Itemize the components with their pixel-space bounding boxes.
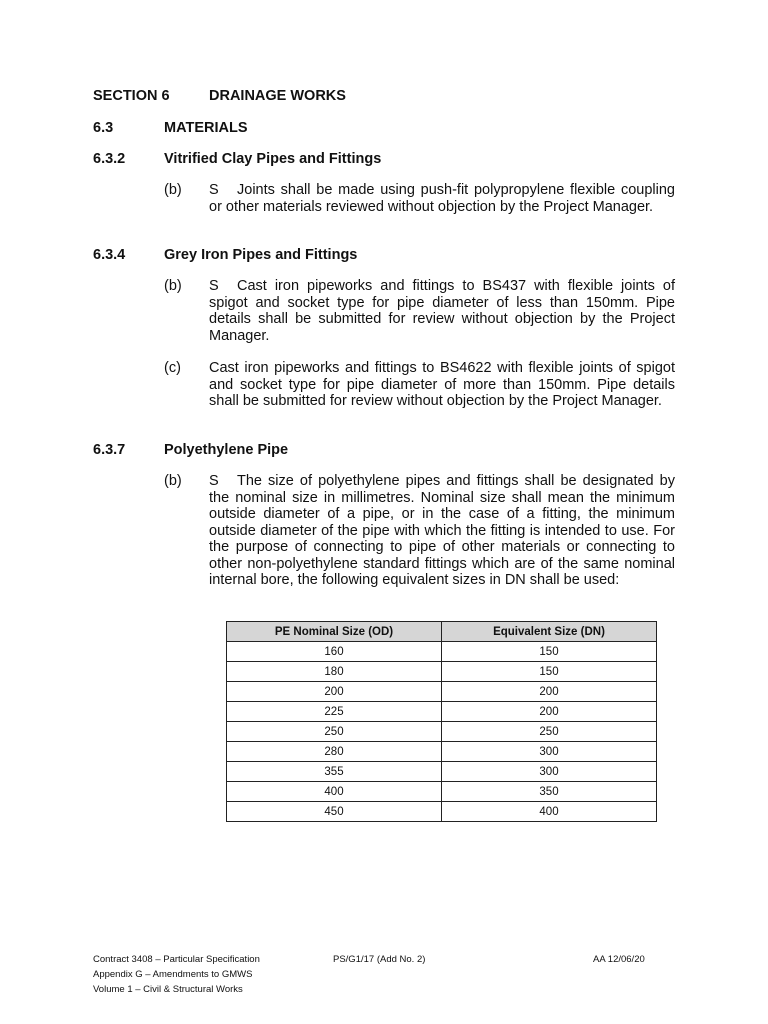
- item-text: Cast iron pipeworks and fittings to BS437 with flexible joints of spigot and socket type for pipe diameter of less than 150mm. Pipe details shall be submitted for review without objection by the Project Manager.: [209, 278, 675, 344]
- item-text: Cast iron pipeworks and fittings to BS4622 with flexible joints of spigot and socket type for pipe diameter of more than 150mm. Pipe details shall be submitted for review without objection by the Project Manager.: [209, 360, 675, 409]
- table-cell: 250: [442, 722, 657, 742]
- item-label: (b): [164, 278, 182, 294]
- table-row: [227, 662, 657, 682]
- table-cell: 450: [227, 802, 442, 822]
- subsection-title: MATERIALS: [164, 120, 248, 136]
- clause-637-item-b: [164, 473, 675, 589]
- table-cell: 200: [442, 682, 657, 702]
- footer-date: AA 12/06/20: [593, 954, 645, 965]
- table-cell: 400: [227, 782, 442, 802]
- table-cell: 250: [227, 722, 442, 742]
- table-cell: 150: [442, 662, 657, 682]
- table-cell: 355: [227, 762, 442, 782]
- item-text: The size of polyethylene pipes and fittings shall be designated by the nominal size in millimetres. Nominal size shall mean the minimum outside diameter of a pipe, or in the case of a fitting, the minimum outside diameter of the pipe with which the fitting is intended to use. For the purpose of connecting to pipe of other materials or connecting to other non-polyethylene standard fittings which are of the same nominal internal bore, the following equivalent sizes in DN shall be used:: [209, 473, 675, 588]
- clause-637-title: Polyethylene Pipe: [164, 442, 289, 458]
- pe-size-table: [226, 621, 657, 822]
- table-cell: 400: [442, 802, 657, 822]
- table-row: [227, 722, 657, 742]
- table-row: [227, 682, 657, 702]
- clause-634-item-b: [164, 278, 675, 344]
- clause-634-number: 6.3.4: [93, 247, 126, 263]
- clause-634-title: Grey Iron Pipes and Fittings: [164, 247, 358, 263]
- item-label: (b): [164, 182, 182, 198]
- table-row: [227, 782, 657, 802]
- footer-line-3: Volume 1 – Civil & Structural Works: [93, 984, 243, 995]
- section-title: DRAINAGE WORKS: [209, 88, 346, 104]
- clause-632-title: Vitrified Clay Pipes and Fittings: [164, 151, 382, 167]
- clause-632-item-b: [164, 182, 675, 215]
- clause-632-number: 6.3.2: [93, 151, 126, 167]
- table-cell: 200: [442, 702, 657, 722]
- table-row: [227, 642, 657, 662]
- table-row: [227, 702, 657, 722]
- item-marker: S: [209, 473, 219, 489]
- item-marker: S: [209, 182, 219, 198]
- footer-line-2: Appendix G – Amendments to GMWS: [93, 969, 253, 980]
- table-cell: 350: [442, 782, 657, 802]
- item-label: (b): [164, 473, 182, 489]
- footer-doc-ref: PS/G1/17 (Add No. 2): [333, 954, 426, 965]
- table-cell: 200: [227, 682, 442, 702]
- table-cell: 160: [227, 642, 442, 662]
- clause-637-number: 6.3.7: [93, 442, 126, 458]
- clause-634-item-c: [164, 360, 675, 410]
- table-header-cell: PE Nominal Size (OD): [227, 622, 442, 642]
- table-row: [227, 802, 657, 822]
- footer-contract: [93, 952, 260, 997]
- table-cell: 280: [227, 742, 442, 762]
- table-cell: 150: [442, 642, 657, 662]
- table-header-row: [227, 622, 657, 642]
- table-cell: 225: [227, 702, 442, 722]
- table-header-cell: Equivalent Size (DN): [442, 622, 657, 642]
- table-row: [227, 762, 657, 782]
- section-number: SECTION 6: [93, 88, 170, 104]
- table-cell: 300: [442, 742, 657, 762]
- table-cell: 180: [227, 662, 442, 682]
- item-text: Joints shall be made using push-fit polypropylene flexible coupling or other materials reviewed without objection by the Project Manager.: [209, 182, 675, 215]
- subsection-number: 6.3: [93, 120, 114, 136]
- table-cell: 300: [442, 762, 657, 782]
- item-marker: S: [209, 278, 219, 294]
- item-label: (c): [164, 360, 181, 376]
- table-row: [227, 742, 657, 762]
- footer-line-1: Contract 3408 – Particular Specification: [93, 954, 260, 965]
